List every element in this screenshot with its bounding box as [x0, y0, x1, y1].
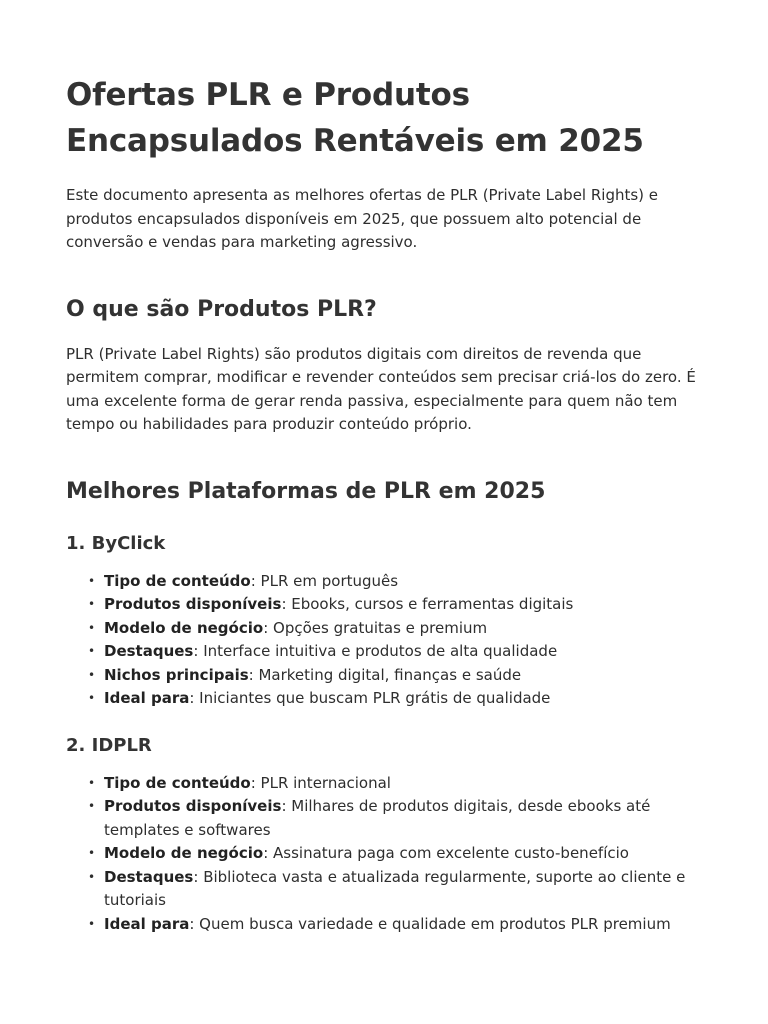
- item-text: : Interface intuitiva e produtos de alta qualidade: [193, 642, 558, 660]
- list-item: [66, 570, 702, 594]
- item-text: : PLR internacional: [250, 773, 391, 792]
- item-label: Modelo de negócio: [104, 844, 264, 862]
- bullet-icon: •: [88, 691, 96, 705]
- item-label: Produtos disponíveis: [104, 595, 282, 613]
- list-item: [66, 640, 702, 664]
- bullet-icon: •: [88, 597, 96, 611]
- idplr-heading: 2. IDPLR: [66, 734, 152, 756]
- list-item: [66, 664, 702, 688]
- item-label: Destaques: [104, 867, 194, 886]
- item-text: : Assinatura paga com excelente custo-benefício: [263, 844, 629, 862]
- what-is-plr-heading: O que são Produtos PLR?: [66, 296, 377, 322]
- item-text: : Biblioteca vasta e atualizada regularmente, suporte ao cliente e tutoriais: [104, 867, 686, 909]
- list-item: [66, 772, 702, 796]
- item-label: Tipo de conteúdo: [104, 773, 251, 792]
- bullet-icon: •: [88, 846, 96, 860]
- what-is-plr-paragraph: PLR (Private Label Rights) são produtos digitais com direitos de revenda que permitem comprar, modificar e revender conteúdos sem precisar criá-los do zero. É uma excelente forma de gerar renda passiva, especialmente para quem não tem tempo ou habilidades para produzir conteúdo próprio.: [66, 344, 696, 433]
- list-item: [66, 687, 702, 711]
- list-item: [66, 866, 702, 913]
- bullet-icon: •: [88, 799, 96, 813]
- byclick-list: [66, 570, 702, 711]
- bullet-icon: •: [88, 573, 96, 588]
- item-text: : Quem busca variedade e qualidade em produtos PLR premium: [189, 914, 671, 933]
- item-label: Ideal para: [104, 689, 190, 707]
- item-label: Ideal para: [104, 914, 190, 933]
- list-item: [66, 842, 702, 866]
- item-text: : Milhares de produtos digitais, desde ebooks até templates e softwares: [104, 797, 651, 839]
- intro-paragraph: Este documento apresenta as melhores ofertas de PLR (Private Label Rights) e produtos encapsulados disponíveis em 2025, que possuem alto potencial de conversão e vendas para marketing agressivo.: [66, 186, 659, 251]
- item-text: : PLR em português: [250, 571, 399, 590]
- item-text: : Iniciantes que buscam PLR grátis de qualidade: [189, 689, 551, 707]
- platforms-heading: Melhores Plataformas de PLR em 2025: [66, 478, 546, 504]
- bullet-icon: •: [88, 869, 96, 884]
- bullet-icon: •: [88, 775, 96, 790]
- item-text: : Opções gratuitas e premium: [263, 618, 488, 637]
- item-text: : Ebooks, cursos e ferramentas digitais: [281, 595, 574, 613]
- list-item: [66, 913, 702, 937]
- item-label: Modelo de negócio: [104, 618, 264, 637]
- bullet-icon: •: [88, 644, 96, 658]
- item-label: Nichos principais: [104, 665, 249, 684]
- list-item: [66, 795, 702, 842]
- page-title: Ofertas PLR e Produtos Encapsulados Rentáveis em 2025: [66, 77, 644, 159]
- bullet-icon: •: [88, 667, 96, 682]
- byclick-heading: 1. ByClick: [66, 532, 166, 554]
- list-item: [66, 617, 702, 641]
- bullet-icon: •: [88, 916, 96, 931]
- item-text: : Marketing digital, finanças e saúde: [248, 665, 522, 684]
- item-label: Tipo de conteúdo: [104, 571, 251, 590]
- item-label: Destaques: [104, 642, 194, 660]
- idplr-list: [66, 772, 702, 937]
- item-label: Produtos disponíveis: [104, 797, 282, 815]
- bullet-icon: •: [88, 620, 96, 635]
- list-item: [66, 593, 702, 617]
